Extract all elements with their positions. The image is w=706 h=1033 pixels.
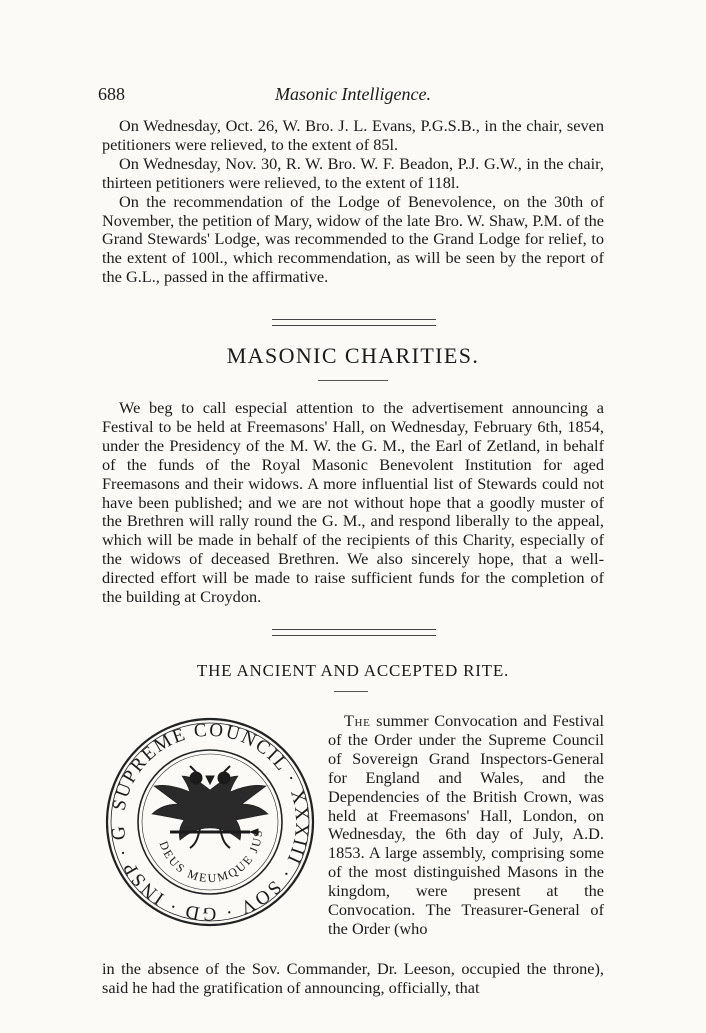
- heading-rule: [318, 380, 388, 381]
- seal-graphic: [100, 712, 320, 932]
- running-title: Masonic Intelligence.: [275, 84, 431, 104]
- ancient-rite-continued: [102, 960, 604, 998]
- seal-motto: DEUS MEUMQUE JUS: [156, 827, 266, 886]
- paragraph-text: summer Convocation and Festival of the Order under the Supreme Council of Sovereign Grand Inspectors-General for England and Wales, and the Dependencies of the British Crown, was held at Freemasons' Hall, London, on Wednesday, the 6th day of July, A.D. 1853. A large assembly, comprising some of the most distinguished Masons in the kingdom, were present at the Convocation. The Treasurer-General of the Order (who: [328, 711, 604, 938]
- section-divider: [272, 319, 436, 326]
- paragraph: On the recommendation of the Lodge of Benevolence, on the 30th of November, the petition of Mary, widow of the late Bro. W. Shaw, P.M. of the Grand Stewards' Lodge, was recommended to the Grand Lodge for relief, to the extent of 100l., which recommendation, as will be seen by the report of the G.L., passed in the affirmative.: [102, 191, 604, 287]
- page-header: [98, 84, 608, 108]
- section-heading-masonic-charities: MASONIC CHARITIES.: [226, 343, 480, 368]
- section-heading-ancient-rite: THE ANCIENT AND ACCEPTED RITE.: [196, 661, 510, 680]
- section-divider: [272, 629, 436, 636]
- paragraph: in the absence of the Sov. Commander, Dr. Leeson, occupied the throne), said he had the gratification of announcing, officially, that: [102, 959, 604, 997]
- paragraph: On Wednesday, Nov. 30, R. W. Bro. W. F. Beadon, P.J. G.W., in the chair, thirteen petitioners were relieved, to the extent of 118l.: [102, 153, 604, 192]
- paragraph: [328, 712, 604, 939]
- lead-in: The: [344, 711, 371, 730]
- page-number: 688: [98, 84, 125, 104]
- paragraph: On Wednesday, Oct. 26, W. Bro. J. L. Evans, P.G.S.B., in the chair, seven petitioners were relieved, to the extent of 85l.: [102, 116, 604, 154]
- svg-text:DEUS MEUMQUE JUS: [157, 828, 266, 885]
- ancient-rite-body: [328, 712, 604, 939]
- seal-outer-text: SUPREME COUNCIL · XXXIII · SOV · GD · INSP · G: [107, 719, 313, 925]
- paragraph: We beg to call especial attention to the advertisement announcing a Festival to be held at Freemasons' Hall, on Wednesday, February 6th, 1854, under the Presidency of the M. W. the G. M., the Earl of Zetland, in behalf of the funds of the Royal Masonic Benevolent Institution for aged Freemasons and their widows. A more influential list of Stewards could not have been published; and we are not without hope that a goodly muster of the Brethren will rally round the G. M., and respond liberally to the appeal, which will be made in behalf of the recipients of this Charity, especially of the widows of deceased Brethren. We also sincerely hope, that a well-directed effort will be made to raise sufficient funds for the completion of the building at Croydon.: [102, 398, 604, 607]
- heading-rule: [334, 691, 368, 692]
- double-headed-eagle-icon: [152, 766, 268, 848]
- relief-notices: [102, 117, 604, 287]
- supreme-council-seal: [100, 712, 320, 932]
- masonic-charities-body: [102, 399, 604, 607]
